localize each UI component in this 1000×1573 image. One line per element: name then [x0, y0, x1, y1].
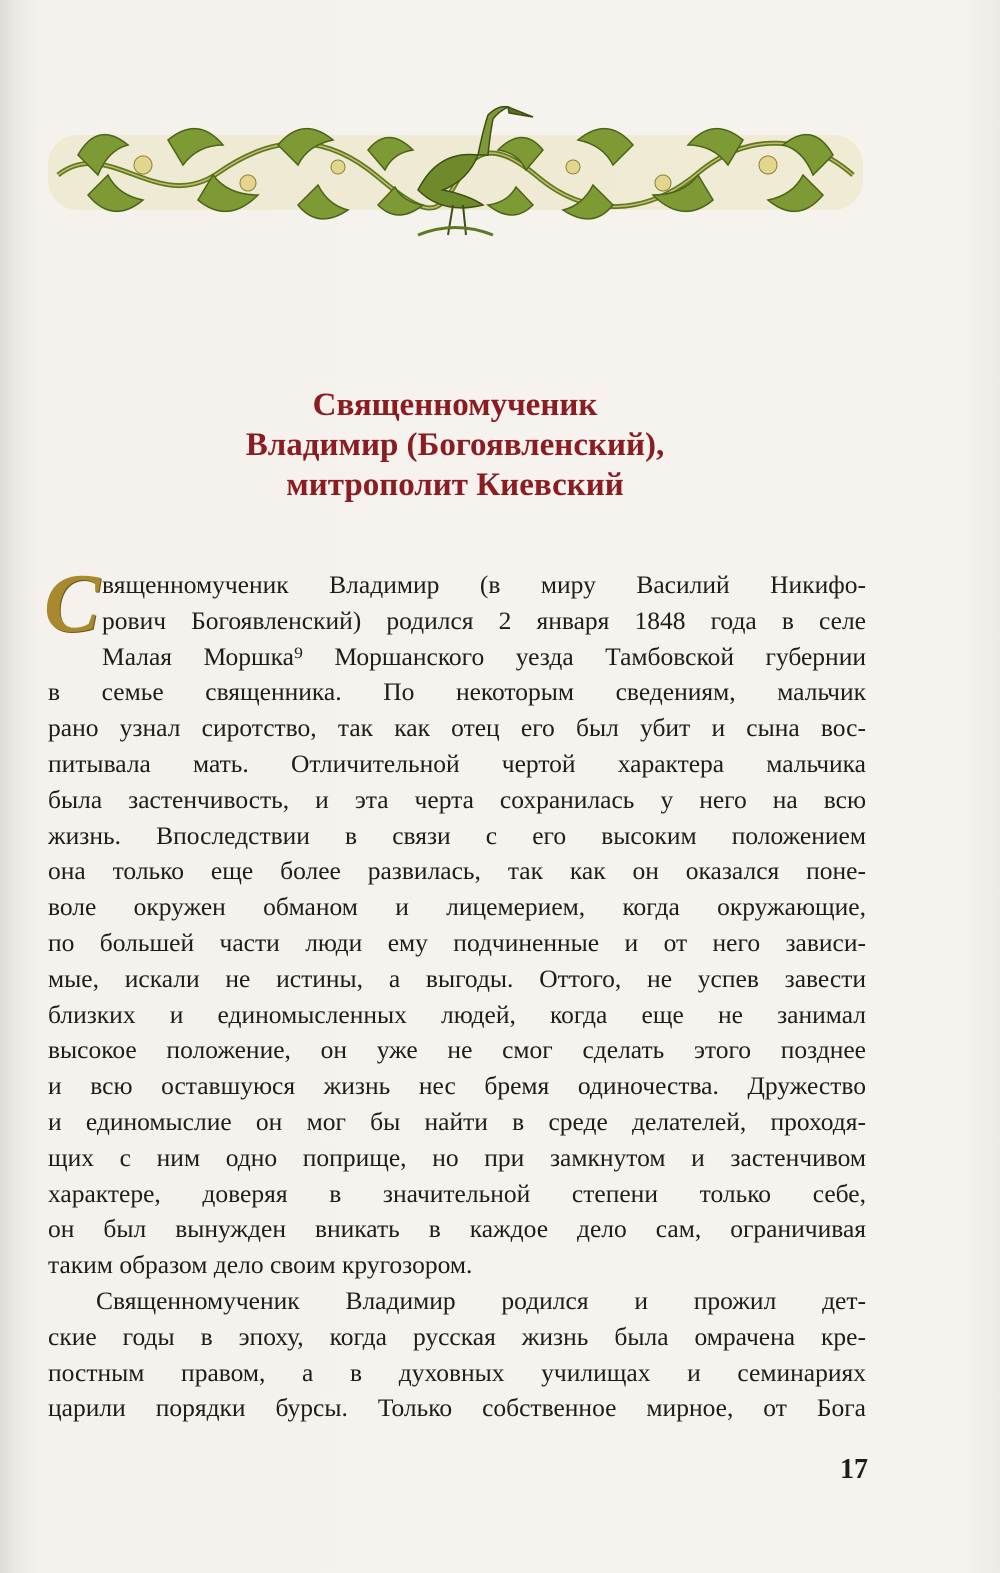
text-line: и всю оставшуюся жизнь нес бремя одиночества. Дружество — [48, 1071, 866, 1101]
paragraph-1 — [44, 557, 866, 1283]
text-line: вященномученик Владимир (в миру Василий Никифо- — [102, 570, 866, 599]
paragraph-2 — [48, 1283, 866, 1426]
text-line: рович Богоявленский) родился 2 января 1848 года в селе — [102, 605, 866, 635]
article-title — [120, 385, 790, 505]
text-line: характере, доверяя в значительной степени только себе, — [48, 1178, 866, 1208]
text-line: мые, искали не истины, а выгоды. Оттого, не успев завести — [48, 963, 866, 993]
text-line: щих с ним одно поприще, но при замкнутом и застенчивом — [48, 1142, 866, 1172]
drop-cap: С — [44, 557, 101, 650]
text-line: он был вынужден вникать в каждое дело сам, ограничивая — [48, 1214, 866, 1244]
text-line: высокое положение, он уже не смог сделать этого позднее — [48, 1035, 866, 1065]
text-line: воле окружен обманом и лицемерием, когда окружающие, — [48, 892, 866, 922]
title-line-2: Владимир (Богоявленский), — [245, 427, 665, 463]
text-line: близких и единомысленных людей, когда еще не занимал — [48, 999, 866, 1029]
text-line: рано узнал сиротство, так как отец его был убит и сына вос- — [48, 713, 866, 743]
text-line: постным правом, а в духовных училищах и семинариях — [48, 1357, 866, 1387]
body-text — [44, 557, 866, 1426]
text-line: ские годы в эпоху, когда русская жизнь была омрачена кре- — [48, 1321, 866, 1351]
text-line: Малая Моршка⁹ Моршанского уезда Тамбовской губернии — [102, 641, 866, 671]
title-line-1: Священномученик — [312, 387, 598, 423]
text-line: была застенчивость, и эта черта сохранилась у него на всю — [48, 784, 866, 814]
floral-ornament-header — [48, 95, 863, 245]
title-line-3: митрополит Киевский — [286, 467, 624, 503]
text-line: в семье священника. По некоторым сведениям, мальчик — [48, 677, 866, 707]
text-line: жизнь. Впоследствии в связи с его высоким положением — [48, 820, 866, 850]
text-line: она только еще более развилась, так как он оказался поне- — [48, 856, 866, 886]
page-number: 17 — [840, 1454, 868, 1485]
text-line: царили порядки бурсы. Только собственное мирное, от Бога — [48, 1393, 866, 1423]
text-line: Священномученик Владимир родился и прожил дет- — [96, 1285, 866, 1315]
text-line: питывала мать. Отличительной чертой характера мальчика — [48, 748, 866, 778]
text-line: и единомыслие он мог бы найти в среде делателей, проходя- — [48, 1106, 866, 1136]
text-line: по большей части люди ему подчиненные и от него зависи- — [48, 927, 866, 957]
text-line: таким образом дело своим кругозором. — [48, 1250, 473, 1280]
